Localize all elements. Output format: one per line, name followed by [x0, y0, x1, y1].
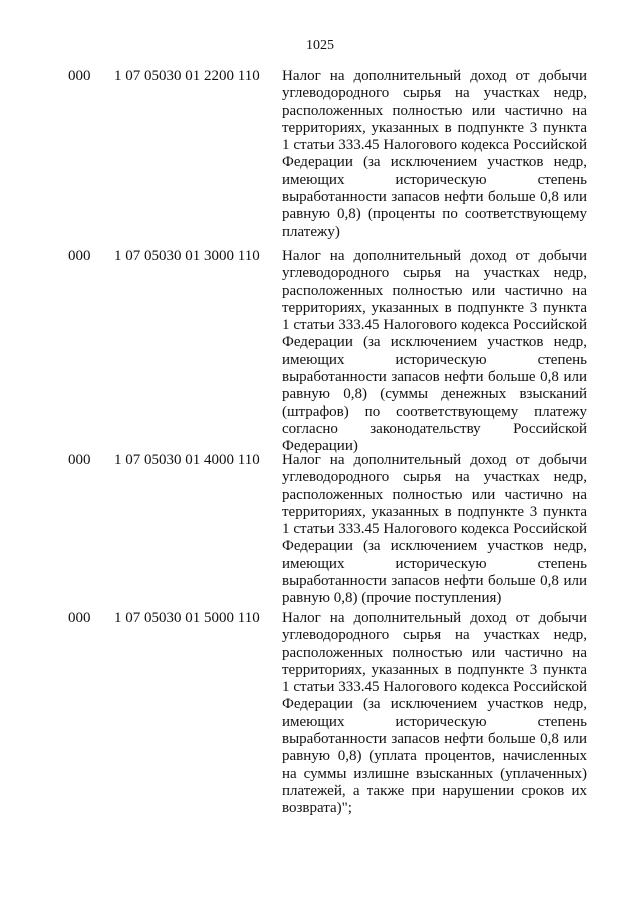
income-description: Налог на дополнительный доход от добычи углеводородного сырья на участках недр, расположенных полностью или частично на территориях, указанных в подпункте 3 пункта 1 статьи 333.45 Налогового кодекса Российской Федерации (за исключением участков недр, имеющих историческую степень выработанности запасов нефти больше 0,8 или равную 0,8) (суммы денежных взысканий (штрафов) по соответствующему платежу согласно законодательству Российской Федерации): [282, 248, 587, 455]
budget-classification-code: 1 07 05030 01 3000 110: [114, 248, 260, 264]
income-description: Налог на дополнительный доход от добычи углеводородного сырья на участках недр, расположенных полностью или частично на территориях, указанных в подпункте 3 пункта 1 статьи 333.45 Налогового кодекса Российской Федерации (за исключением участков недр, имеющих историческую степень выработанности запасов нефти больше 0,8 или равную 0,8) (прочие поступления): [282, 452, 587, 607]
admin-code: 000: [68, 248, 91, 264]
admin-code: 000: [68, 452, 91, 468]
admin-code: 000: [68, 68, 91, 84]
budget-classification-code: 1 07 05030 01 4000 110: [114, 452, 260, 468]
page-number: 1025: [306, 38, 334, 53]
admin-code: 000: [68, 610, 91, 626]
budget-classification-code: 1 07 05030 01 2200 110: [114, 68, 260, 84]
budget-classification-code: 1 07 05030 01 5000 110: [114, 610, 260, 626]
income-description: Налог на дополнительный доход от добычи углеводородного сырья на участках недр, расположенных полностью или частично на территориях, указанных в подпункте 3 пункта 1 статьи 333.45 Налогового кодекса Российской Федерации (за исключением участков недр, имеющих историческую степень выработанности запасов нефти больше 0,8 или равную 0,8) (уплата процентов, начисленных на суммы излишне взысканных (уплаченных) платежей, а также при нарушении сроков их возврата)";: [282, 610, 587, 817]
income-description: Налог на дополнительный доход от добычи углеводородного сырья на участках недр, расположенных полностью или частично на территориях, указанных в подпункте 3 пункта 1 статьи 333.45 Налогового кодекса Российской Федерации (за исключением участков недр, имеющих историческую степень выработанности запасов нефти больше 0,8 или равную 0,8) (проценты по соответствующему платежу): [282, 68, 587, 240]
